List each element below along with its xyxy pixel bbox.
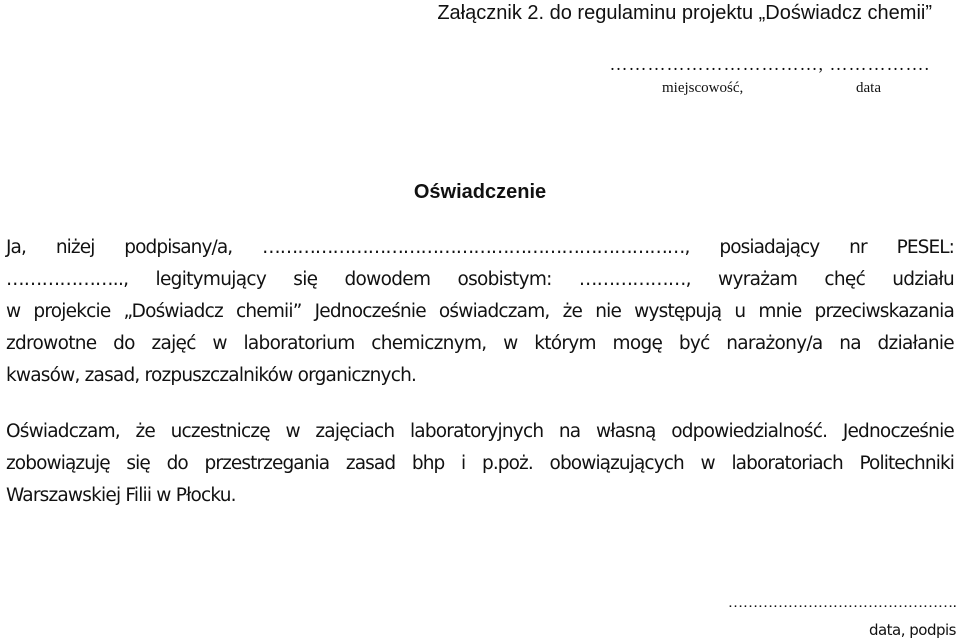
signature-dots: ………………………………………. (727, 594, 956, 611)
paragraph-line: Warszawskiej Filii w Płocku. (6, 485, 236, 506)
attachment-title: Załącznik 2. do regulaminu projektu „Doświadcz chemii” (437, 2, 932, 24)
place-date-dots: ……………………………, ……………. (609, 54, 930, 74)
paragraph-line: ……………….., legitymujący się dowodem osobistym: ………………, wyrażam chęć udziału (6, 269, 954, 290)
declaration-paragraph (6, 232, 954, 392)
document-title: Oświadczenie (413, 181, 547, 203)
signature-label: data, podpis (868, 621, 956, 639)
paragraph-line: Oświadczam, że uczestniczę w zajęciach laboratoryjnych na własną odpowiedzialność. Jednocześnie (6, 421, 954, 442)
place-label: miejscowość, (662, 80, 744, 96)
paragraph-line: zdrowotne do zajęć w laboratorium chemicznym, w którym mogę być narażony/a na działanie (6, 333, 954, 354)
paragraph-line: Ja, niżej podpisany/a, ………………………………………………………………, posiadający nr PESEL: (6, 237, 954, 258)
paragraph-line: zobowiązuję się do przestrzegania zasad bhp i p.poż. obowiązujących w laboratoriach Politechniki (6, 453, 954, 474)
paragraph-line: w projekcie „Doświadcz chemii” Jednocześnie oświadczam, że nie występują u mnie przeciwskazania (6, 301, 954, 322)
paragraph-line: kwasów, zasad, rozpuszczalników organicznych. (6, 365, 417, 386)
responsibility-paragraph (6, 416, 954, 512)
date-label: data (856, 80, 881, 96)
